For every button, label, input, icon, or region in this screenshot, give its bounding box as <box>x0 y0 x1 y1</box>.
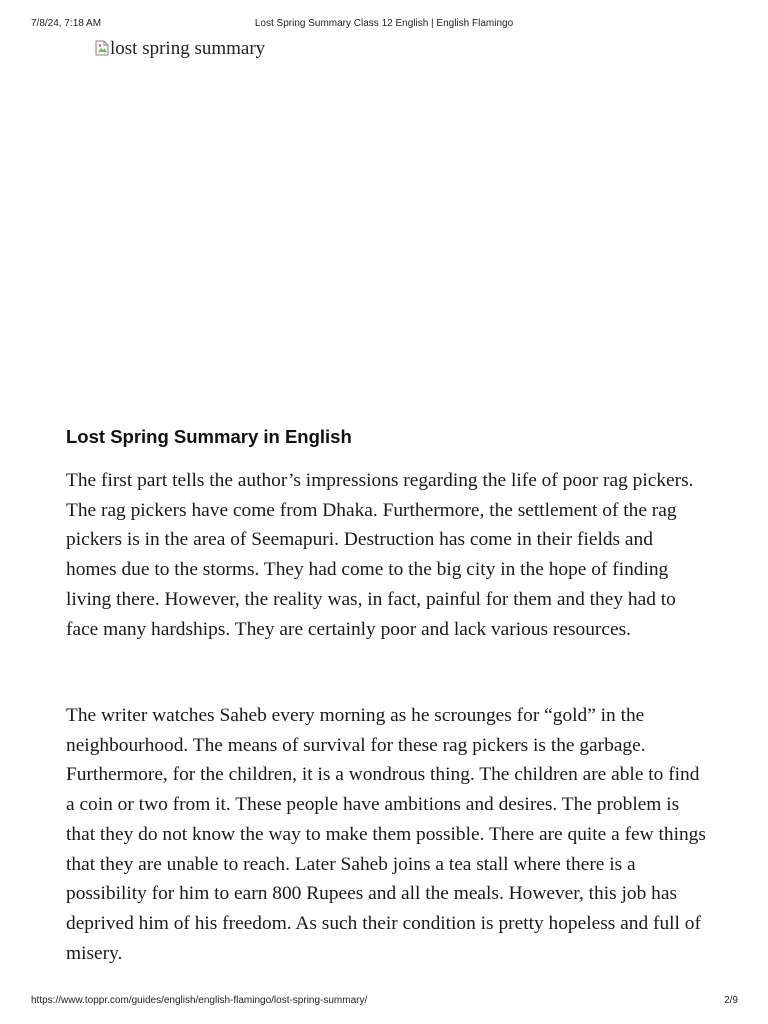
summary-image-placeholder <box>95 36 265 62</box>
print-url: https://www.toppr.com/guides/english/english-flamingo/lost-spring-summary/ <box>31 995 368 1006</box>
page-number: 2/9 <box>724 995 738 1006</box>
body-paragraph-2: The writer watches Saheb every morning as he scrounges for “gold” in the neighbourhood. The means of survival for these rag pickers is the garbage. Furthermore, for the children, it is a wondrous thing. The children are able to find a coin or two from it. These people have ambitions and desires. The problem is that they do not know the way to make them possible. There are quite a few things that they are unable to reach. Later Saheb joins a tea stall where there is a possibility for him to earn 800 Rupees and all the meals. However, this job has deprived him of his freedom. As such their condition is pretty hopeless and full of misery. <box>66 705 706 964</box>
print-page-title: Lost Spring Summary Class 12 English | English Flamingo <box>254 18 514 29</box>
broken-image-icon <box>95 38 109 54</box>
print-footer <box>0 994 768 1008</box>
print-header <box>0 17 768 31</box>
print-date: 7/8/24, 7:18 AM <box>31 18 102 29</box>
section-heading: Lost Spring Summary in English <box>66 426 352 447</box>
image-alt-text: lost spring summary <box>110 38 266 59</box>
body-paragraph-1: The first part tells the author’s impressions regarding the life of poor rag pickers. The rag pickers have come from Dhaka. Furthermore, the settlement of the rag pickers is in the area of Seemapuri. Destruction has come in their fields and homes due to the storms. They had come to the big city in the hope of finding living there. However, the reality was, in fact, painful for them and they had to face many hardships. They are certainly poor and lack various resources. <box>66 470 694 640</box>
